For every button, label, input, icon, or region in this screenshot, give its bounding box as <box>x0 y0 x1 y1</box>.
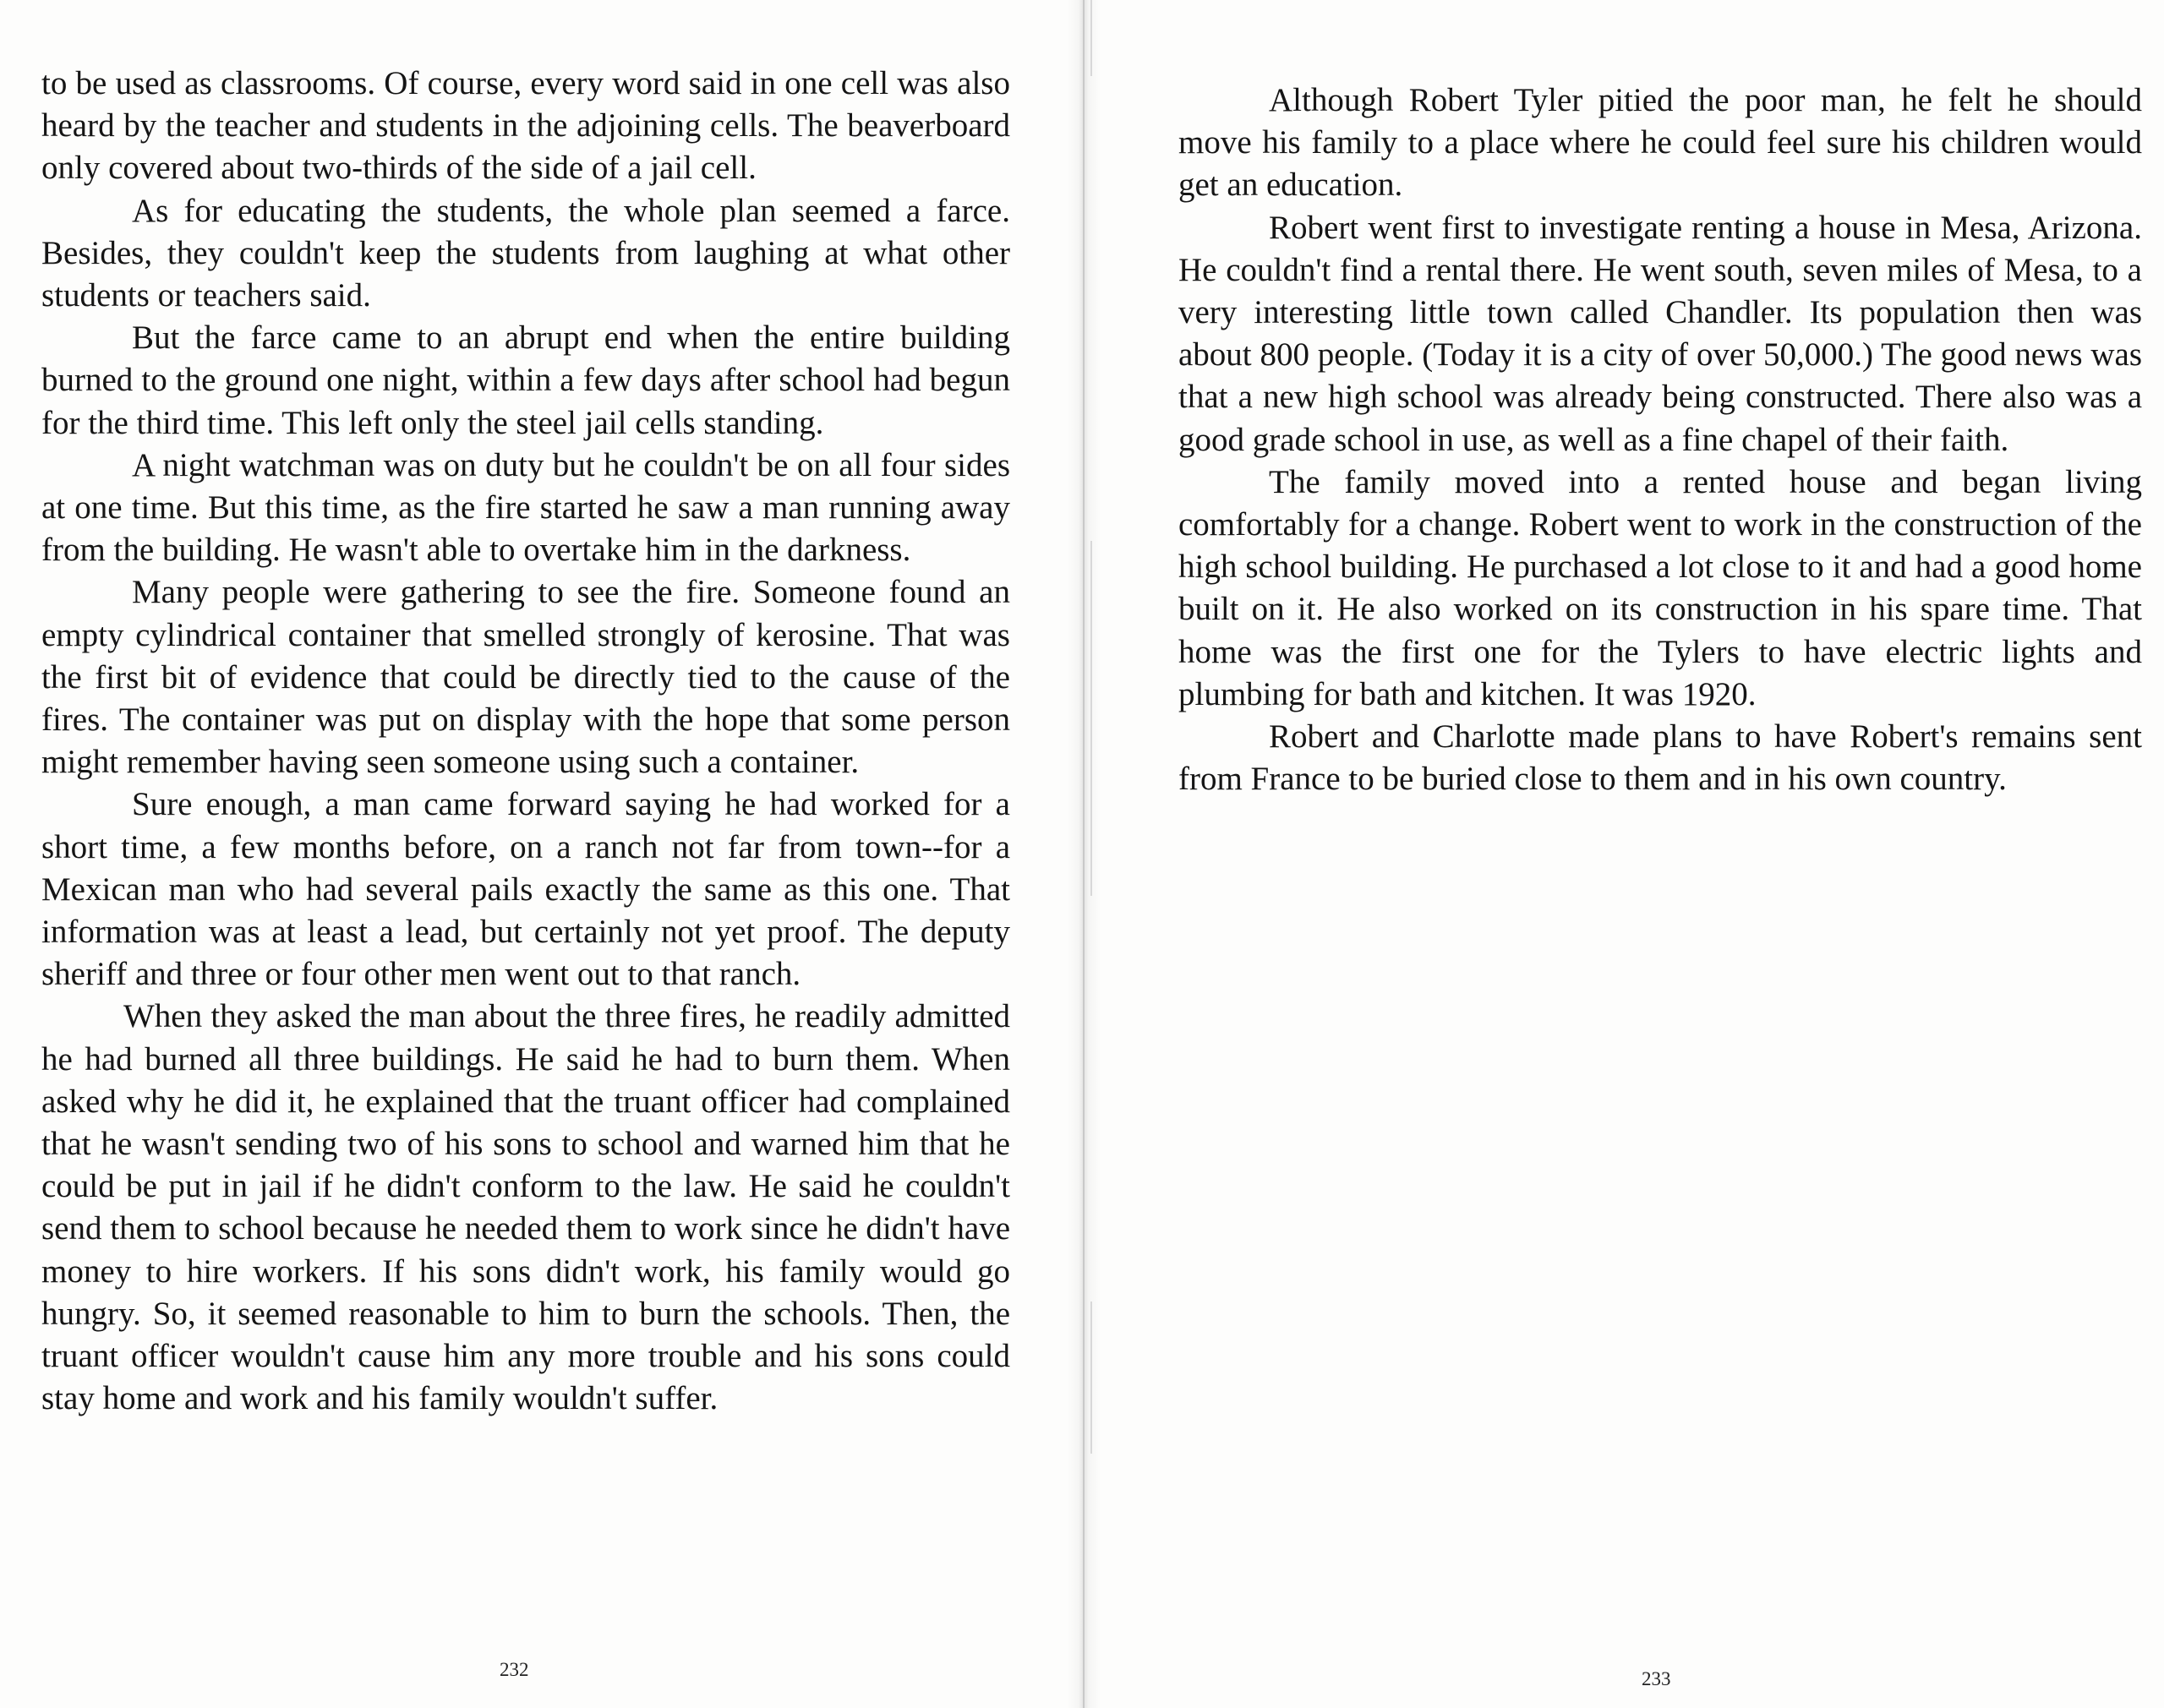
paragraph: A night watchman was on duty but he couldn't be on all four sides at one time. But this time, as the fire started he saw a man running away from the building. He wasn't able to overtake him in the darkness. <box>41 446 1010 569</box>
paragraph: Robert and Charlotte made plans to have Robert's remains sent from France to be buried close to them and in his own country. <box>1178 718 2142 798</box>
right-page-text <box>1178 79 2142 800</box>
paragraph: When they asked the man about the three fires, he readily admitted he had burned all three buildings. He said he had to burn them. When asked why he did it, he explained that the truant officer had complained that he wasn't sending two of his sons to school and warned him that he could be put in jail if he didn't conform to the law. He said he couldn't send them to school because he needed them to work since he didn't have money to hire workers. If his sons didn't work, his family would go hungry. So, it seemed reasonable to him to burn the schools. Then, the truant officer wouldn't cause him any more trouble and his sons could stay home and work and his family wouldn't suffer. <box>41 998 1010 1417</box>
paragraph: to be used as classrooms. Of course, every word said in one cell was also heard by the teacher and students in the adjoining cells. The beaverboard only covered about two-thirds of the side of a jail cell. <box>41 65 1010 187</box>
page-crease <box>1090 0 1092 76</box>
paragraph: The family moved into a rented house and began living comfortably for a change. Robert went to work in the construction of the high school building. He purchased a lot close to it and had a good home built on it. He also worked on its construction in his spare time. That home was the first one for the Tylers to have electric lights and plumbing for bath and kitchen. It was 1920. <box>1178 463 2142 712</box>
page-crease <box>1090 541 1092 896</box>
paragraph: But the farce came to an abrupt end when the entire building burned to the ground one night, within a few days after school had begun for the third time. This left only the steel jail cells standing. <box>41 319 1010 441</box>
left-page-text <box>41 63 1010 1421</box>
page-crease <box>1090 1301 1092 1454</box>
paragraph: As for educating the students, the whole plan seemed a farce. Besides, they couldn't keep the students from laughing at what other students or teachers said. <box>41 192 1010 314</box>
paragraph: Robert went first to investigate renting a house in Mesa, Arizona. He couldn't find a rental there. He went south, seven miles of Mesa, to a very interesting little town called Chandler. Its population then was about 800 people. (Today it is a city of over 50,000.) The good news was that a new high school was already being constructed. There also was a good grade school in use, as well as a fine chapel of their faith. <box>1178 209 2142 458</box>
page-number: 232 <box>500 1659 529 1680</box>
page-number: 233 <box>1642 1668 1671 1689</box>
book-spine-line <box>1083 0 1085 1708</box>
paragraph: Sure enough, a man came forward saying he had worked for a short time, a few months before, on a ranch not far from town--for a Mexican man who had several pails exactly the same as this one. That information was at least a lead, but certainly not yet proof. The deputy sheriff and three or four other men went out to that ranch. <box>41 786 1010 993</box>
paragraph: Although Robert Tyler pitied the poor man, he felt he should move his family to a place where he could feel sure his children would get an education. <box>1178 82 2142 204</box>
paragraph: Many people were gathering to see the fire. Someone found an empty cylindrical container that smelled strongly of kerosine. That was the first bit of evidence that could be directly tied to the cause of the fires. The container was put on display with the hope that some person might remember having seen someone using such a container. <box>41 574 1010 781</box>
